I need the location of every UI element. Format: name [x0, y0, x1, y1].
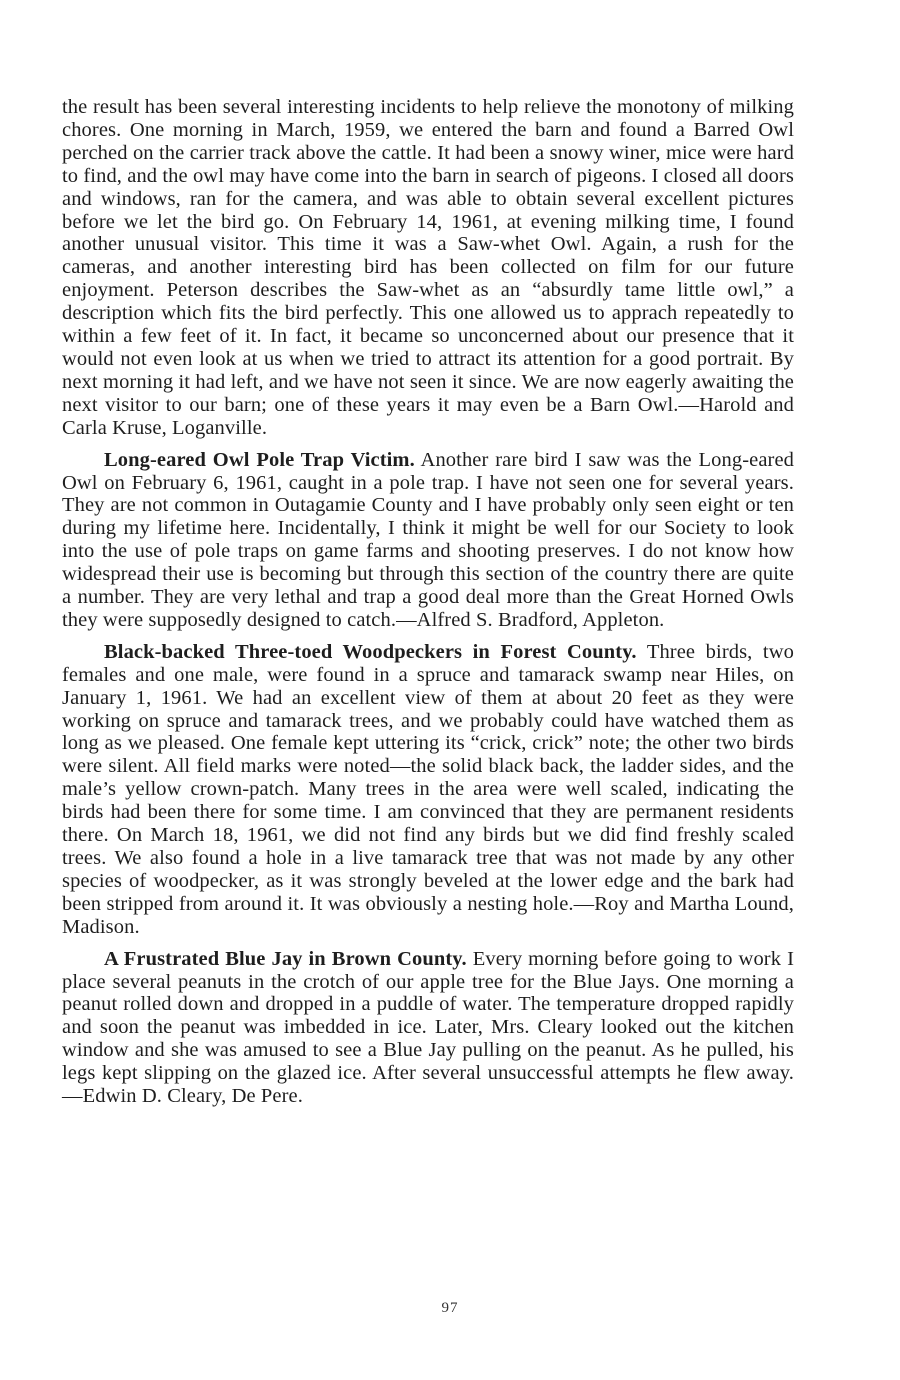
note-body: Another rare bird I saw was the Long-eared Owl on February 6, 1961, caught in a pole trap. I have not seen one for several years. They are not common in Outagamie County and I have probably only seen eight or ten during my lifetime here. Incidentally, I think it might be well for our Society to look into the use of pole traps on game farms and shooting preserves. I do not know how widespread their use is becoming but through this section of the country there are quite a number. They are very lethal and trap a good deal more than the Great Horned Owls they were supposedly designed to catch.—Alfred S. Bradford, Appleton.	[62, 448, 794, 631]
note-heading: Black-backed Three-toed Woodpeckers in Forest County.	[104, 640, 637, 663]
note-blue-jay	[62, 948, 794, 1108]
note-body: Three birds, two females and one male, were found in a spruce and tamarack swamp near Hiles, on January 1, 1961. We had an excellent view of them at about 20 feet as they were working on spruce and tamarack trees, and we probably could have watched them as long as we pleased. One female kept uttering its “crick, crick” note; the other two birds were silent. All field marks were noted—the solid black back, the ladder sides, and the male’s yellow crown-patch. Many trees in the area were well scaled, indicating the birds had been there for some time. I am convinced that they are permanent residents there. On March 18, 1961, we did not find any birds but we did find freshly scaled trees. We also found a hole in a live tamarack tree that was not made by any other species of woodpecker, as it was strongly beveled at the lower edge and the bark had been stripped from around it. It was obviously a nesting hole.—Roy and Martha Lound, Madison.	[62, 640, 794, 938]
continued-paragraph: the result has been several interesting incidents to help relieve the monotony of milking chores. One morning in March, 1959, we entered the barn and found a Barred Owl perched on the carrier track above the cattle. It had been a snowy winer, mice were hard to find, and the owl may have come into the barn in search of pigeons. I closed all doors and windows, ran for the camera, and was able to obtain several excellent pictures before we let the bird go. On February 14, 1961, at evening milking time, I found another unusual visitor. This time it was a Saw-whet Owl. Again, a rush for the cameras, and another interesting bird has been collected on film for our future enjoyment. Peterson describes the Saw-whet as an “absurdly tame little owl,” a description which fits the bird perfectly. This one allowed us to apprach repeatedly to within a few feet of it. In fact, it became so unconcerned about our presence that it would not even look at us when we tried to attract its attention for a good portrait. By next morning it had left, and we have not seen it since. We are now eagerly awaiting the next visitor to our barn; one of these years it may even be a Barn Owl.—Harold and Carla Kruse, Loganville.	[62, 96, 794, 439]
note-body: Every morning before going to work I place several peanuts in the crotch of our apple tree for the Blue Jays. One morning a peanut rolled down and dropped in a puddle of water. The temperature dropped rapidly and soon the peanut was imbedded in ice. Later, Mrs. Cleary looked out the kitchen window and she was amused to see a Blue Jay pulling on the peanut. As he pulled, his legs kept slipping on the glazed ice. After several unsuccessful attempts he flew away.—Edwin D. Cleary, De Pere.	[62, 947, 794, 1108]
note-heading: Long-eared Owl Pole Trap Victim.	[104, 448, 415, 471]
page-number: 97	[441, 1300, 459, 1316]
page-body	[62, 96, 794, 1108]
note-three-toed-woodpeckers	[62, 641, 794, 939]
note-long-eared-owl	[62, 449, 794, 632]
note-heading: A Frustrated Blue Jay in Brown County.	[104, 947, 467, 970]
